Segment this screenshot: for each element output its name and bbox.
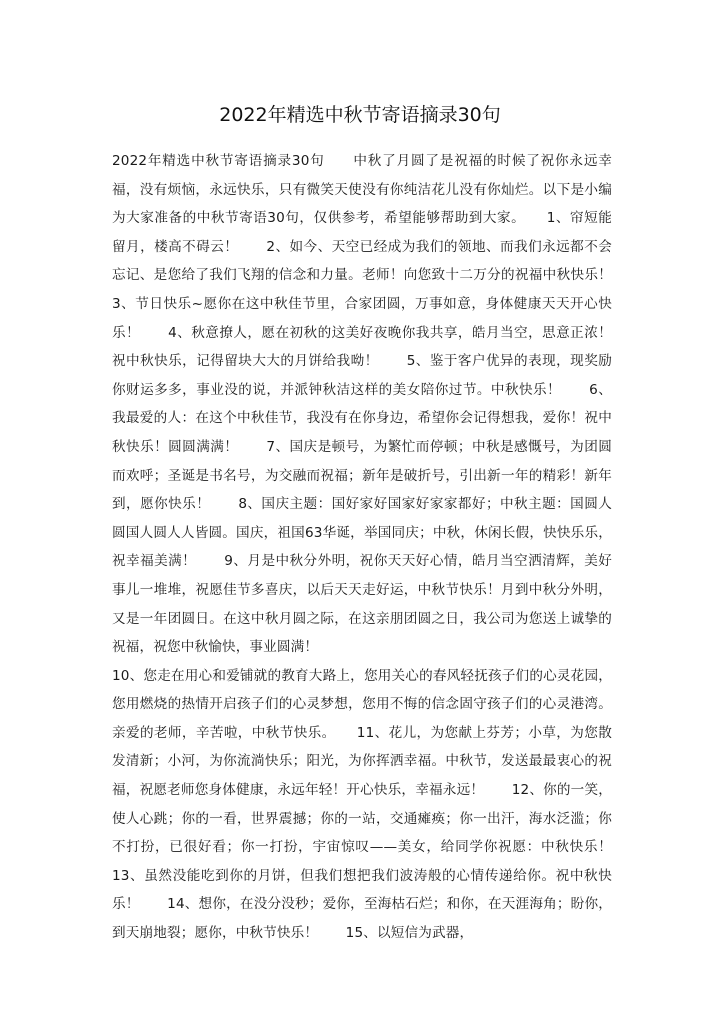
greeting-item-12: 12、你的一笑，使人心跳；你的一看，世界震撼；你的一站，交通瘫痪；你一出汗，海水泛滥；你不打扮，已很好看；你一打扮，宇宙惊叹——美女，给同学你祝愿：中秋快乐！ (112, 782, 640, 856)
greeting-item-4: 4、秋意撩人，愿在初秋的这美好夜晚你我共享，皓月当空，思意正浓！祝中秋快乐，记得留块大大的月饼给我呦！ (112, 324, 612, 370)
greeting-item-5: 5、鉴于客户优异的表现，现奖励你财运多多，事业没的说，并派钟秋洁这样的美女陪你过节。中秋快乐！ (112, 353, 612, 398)
intro-paragraph: 2022年精选中秋节寄语摘录30句 中秋了月圆了是祝福的时候了祝你永远幸福，没有烦恼，永远快乐，只有微笑天使没有你纯洁花儿没有你灿烂。以下是小编为大家准备的中秋节寄语30句，仅供参考，希望能够帮助到大家。 (112, 153, 612, 227)
greeting-item-7: 7、国庆是顿号，为繁忙而停顿；中秋是感慨号，为团圆而欢呼；圣诞是书名号，为交融而祝福；新年是破折号，引出新一年的精彩！新年到，愿你快乐！ (112, 438, 612, 513)
greeting-item-2: 2、如今、天空已经成为我们的领地、而我们永远都不会忘记、是您给了我们飞翔的信念和力量。老师！向您致十二万分的祝福中秋快乐！ (112, 238, 640, 284)
greeting-item-6: 6、我最爱的人：在这个中秋佳节，我没有在你身边，希望你会记得想我，爱你！祝中秋快乐！圆圆满满！ (112, 381, 612, 455)
greeting-item-3: 3、节日快乐~愿你在这中秋佳节里，合家团圆，万事如意，身体健康天天开心快乐！ (112, 295, 612, 341)
greeting-item-13: 13、虽然没能吃到你的月饼，但我们想把我们波涛般的心情传递给你。祝中秋快乐！ (112, 867, 612, 913)
document-body (112, 147, 640, 948)
greeting-item-15: 15、以短信为武器， (345, 925, 474, 942)
greeting-item-14: 14、想你，在没分没秒；爱你，至海枯石烂；和你，在天涯海角；盼你，到天崩地裂；愿你，中秋节快乐！ (112, 896, 612, 942)
greeting-item-9: 9、月是中秋分外明，祝你天天好心情，皓月当空洒清辉，美好事儿一堆堆，祝愿佳节多喜庆，以后天天走好运，中秋节快乐！月到中秋分外明，又是一年团圆日。在这中秋月圆之际，在这亲朋团圆之日，我公司为您送上诚挚的祝福，祝您中秋愉快，事业圆满！ (112, 553, 612, 656)
greeting-item-10: 10、您走在用心和爱铺就的教育大路上，您用关心的春风轻抚孩子们的心灵花园，您用燃烧的热情开启孩子们的心灵梦想，您用不悔的信念固守孩子们的心灵港湾。亲爱的老师，辛苦啦，中秋节快乐。 (112, 667, 612, 741)
greeting-item-1: 1、帘短能留月，楼高不碍云！ (112, 210, 612, 255)
greeting-item-8: 8、国庆主题：国好家好国家好家家都好；中秋主题：国圆人圆国人圆人人皆圆。国庆，祖国63华诞，举国同庆；中秋，休闲长假，快快乐乐，祝幸福美满！ (112, 496, 612, 570)
greeting-item-11: 11、花儿，为您献上芬芳；小草，为您散发清新；小河，为你流淌快乐；阳光，为你挥洒幸福。中秋节，发送最最衷心的祝福，祝愿老师您身体健康，永远年轻！开心快乐，幸福永远！ (112, 724, 612, 799)
document-title: 2022年精选中秋节寄语摘录30句 (219, 104, 501, 126)
